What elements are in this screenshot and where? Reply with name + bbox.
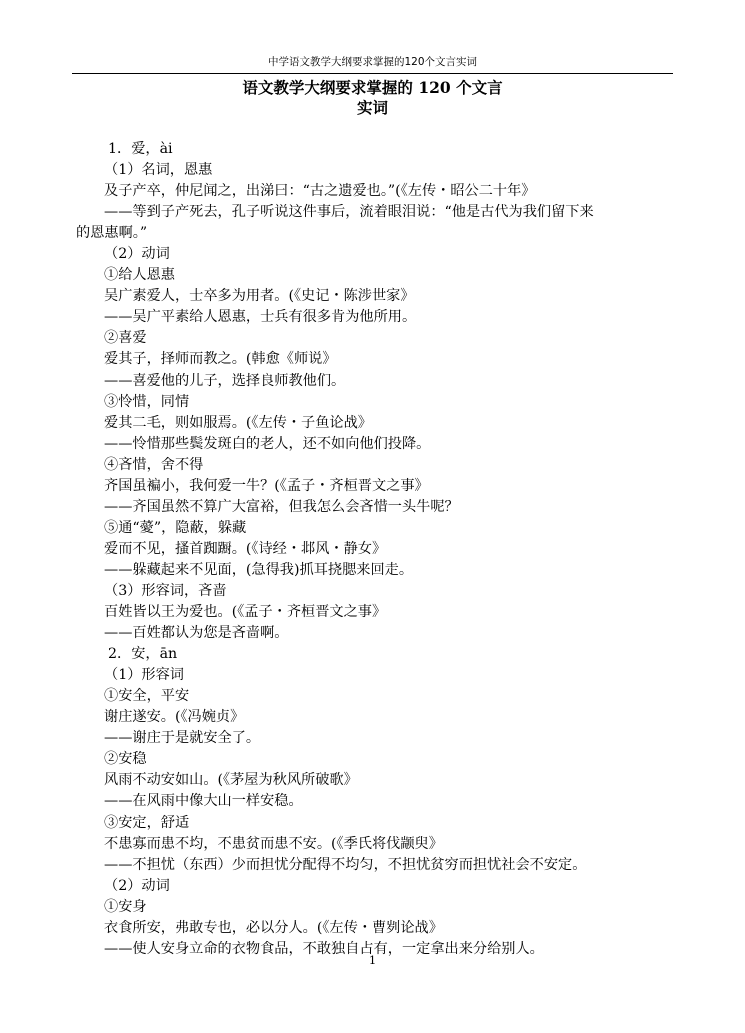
- sense-heading: ①安身: [104, 898, 147, 915]
- translation-line: ——怜惜那些鬓发斑白的老人，还不如向他们投降。: [104, 435, 431, 452]
- example-sentence: 谢庄遂安。(《冯婉贞》: [104, 709, 245, 726]
- header-rule: [72, 73, 673, 74]
- example-sentence: 及子产卒，仲尼闻之，出涕曰：“古之遗爱也。”(《左传・昭公二十年》: [104, 183, 536, 200]
- page-title-line-1: 语文教学大纲要求掌握的 120 个文言: [242, 78, 503, 97]
- part-of-speech-heading: （3）形容词，吝啬: [104, 582, 227, 599]
- entry-heading: 1．爱，ài: [108, 141, 173, 157]
- translation-line: ——谢庄于是就安全了。: [104, 730, 261, 747]
- translation-line: ——使人安身立命的衣物食品，不敢独自占有，一定拿出来分给别人。: [104, 940, 544, 957]
- translation-line: ——不担忧（东西）少而担忧分配得不均匀，不担忧贫穷而担忧社会不安定。: [104, 856, 587, 873]
- sense-heading: ②安稳: [104, 751, 147, 768]
- translation-line: ——齐国虽然不算广大富裕，但我怎么会吝惜一头牛呢？: [104, 498, 459, 515]
- part-of-speech-heading: （1）形容词: [104, 667, 184, 684]
- example-sentence: 风雨不动安如山。(《茅屋为秋风所破歌》: [104, 772, 358, 789]
- example-sentence: 齐国虽褊小，我何爱一牛？(《孟子・齐桓晋文之事》: [104, 477, 429, 494]
- part-of-speech-heading: （2）动词: [104, 877, 170, 894]
- example-sentence: 吴广素爱人，士卒多为用者。(《史记・陈涉世家》: [104, 288, 415, 305]
- translation-line: ——百姓都认为您是吝啬啊。: [104, 625, 289, 642]
- page-number: 1: [368, 953, 377, 967]
- sense-heading: ⑤通“薆”，隐蔽，躲藏: [104, 519, 247, 536]
- running-header: 中学语文教学大纲要求掌握的120个文言实词: [267, 56, 478, 68]
- example-sentence: 爱其子，择师而教之。(韩愈《师说》: [104, 351, 337, 368]
- sense-heading: ①安全，平安: [104, 688, 190, 705]
- example-sentence: 爱其二毛，则如服焉。(《左传・子鱼论战》: [104, 414, 372, 431]
- entry-heading: 2．安，ān: [108, 646, 178, 663]
- sense-heading: ③安定，舒适: [104, 814, 190, 831]
- page-title-line-2: 实词: [356, 98, 388, 117]
- sense-heading: ①给人恩惠: [104, 267, 175, 284]
- part-of-speech-heading: （1）名词，恩惠: [104, 162, 213, 179]
- sense-heading: ③怜惜，同情: [104, 393, 190, 410]
- translation-line: ——喜爱他的儿子，选择良师教他们。: [104, 372, 346, 389]
- example-sentence: 爱而不见，搔首踟蹰。(《诗经・邶风・静女》: [104, 540, 387, 557]
- translation-line: ——躲藏起来不见面，(急得我)抓耳挠腮来回走。: [104, 561, 414, 578]
- translation-line-continued: 的恩惠啊。”: [76, 225, 148, 242]
- example-sentence: 百姓皆以王为爱也。(《孟子・齐桓晋文之事》: [104, 604, 387, 621]
- sense-heading: ②喜爱: [104, 330, 147, 347]
- sense-heading: ④吝惜，舍不得: [104, 456, 204, 473]
- document-body: [76, 139, 671, 960]
- part-of-speech-heading: （2）动词: [104, 246, 170, 263]
- example-sentence: 不患寡而患不均，不患贫而患不安。(《季氏将伐颛臾》: [104, 835, 443, 852]
- example-sentence: 衣食所安，弗敢专也，必以分人。(《左传・曹刿论战》: [104, 919, 443, 936]
- translation-line: ——吴广平素给人恩惠，士兵有很多肯为他所用。: [104, 309, 417, 326]
- translation-line: ——等到子产死去，孔子听说这件事后，流着眼泪说：“他是古代为我们留下来: [104, 204, 594, 221]
- translation-line: ——在风雨中像大山一样安稳。: [104, 793, 303, 810]
